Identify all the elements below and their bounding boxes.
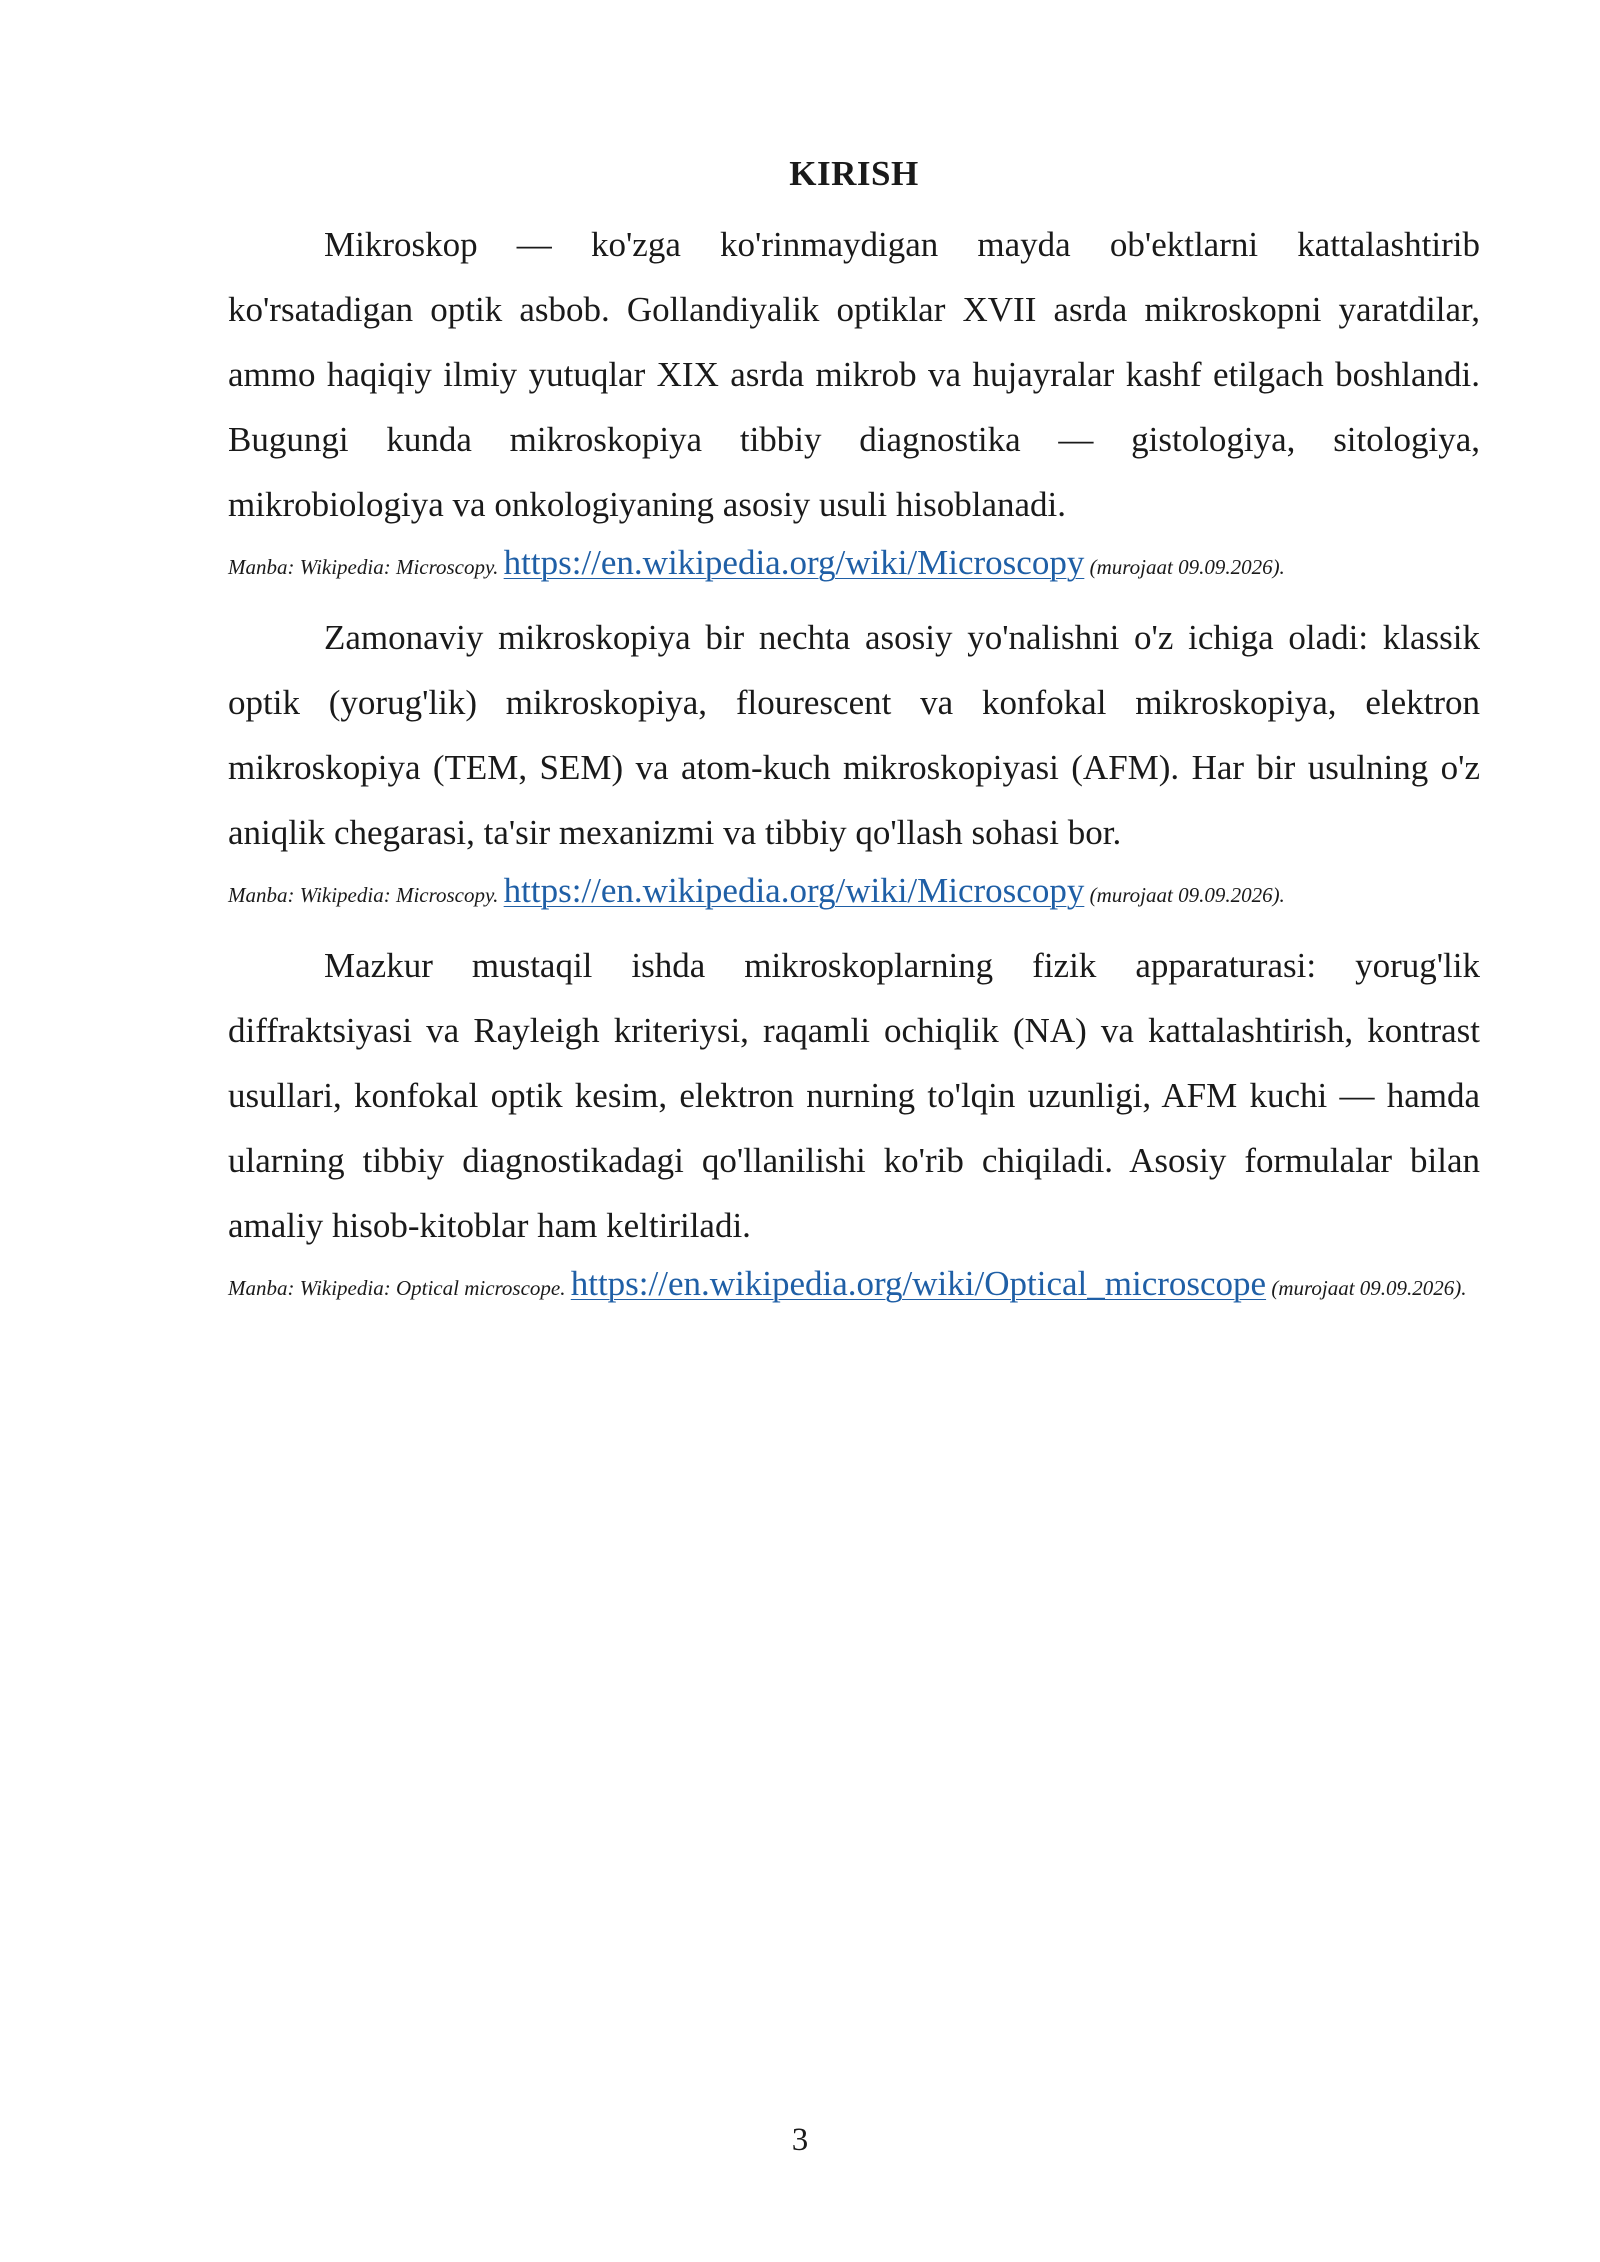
section-heading: KIRISH [789, 154, 919, 193]
source-prefix: Manba: Wikipedia: Optical microscope. [228, 1276, 566, 1300]
source-citation [228, 1264, 1480, 1304]
source-link[interactable]: https://en.wikipedia.org/wiki/Microscopy [503, 871, 1085, 910]
source-suffix: (murojaat 09.09.2026). [1089, 883, 1285, 907]
source-link[interactable]: https://en.wikipedia.org/wiki/Optical_microscope [570, 1264, 1267, 1303]
page-number: 3 [791, 2122, 809, 2158]
paragraph-intro: Mikroskop — ko'zga ko'rinmaydigan mayda ob'ektlarni kattalashtirib ko'rsatadigan optik asbob. Gollandiyalik optiklar XVII asrda mikroskopni yaratdilar, ammo haqiqiy ilmiy yutuqlar XIX asrda mikrob va hujayralar kashf etilgach boshlandi. Bugungi kunda mikroskopiya tibbiy diagnostika — gistologiya, sitologiya, mikrobiologiya va onkologiyaning asosiy usuli hisoblanadi. [228, 225, 1480, 524]
source-citation [228, 543, 1480, 583]
source-suffix: (murojaat 09.09.2026). [1271, 1276, 1467, 1300]
paragraph-directions: Zamonaviy mikroskopiya bir nechta asosiy yo'nalishni o'z ichiga oladi: klassik optik (yorug'lik) mikroskopiya, flourescent va konfokal mikroskopiya, elektron mikroskopiya (TEM, SEM) va atom-kuch mikroskopiyasi (AFM). Har bir usulning o'z aniqlik chegarasi, ta'sir mexanizmi va tibbiy qo'llash sohasi bor. [228, 618, 1480, 852]
document-page [228, 150, 1480, 1326]
source-prefix: Manba: Wikipedia: Microscopy. [228, 555, 499, 579]
paragraph-scope: Mazkur mustaqil ishda mikroskoplarning fizik apparaturasi: yorug'lik diffraktsiyasi va Rayleigh kriteriysi, raqamli ochiqlik (NA) va kattalashtirish, kontrast usullari, konfokal optik kesim, elektron nurning to'lqin uzunligi, AFM kuchi — hamda ularning tibbiy diagnostikadagi qo'llanilishi ko'rib chiqiladi. Asosiy formulalar bilan amaliy hisob-kitoblar ham keltiriladi. [228, 946, 1480, 1245]
source-suffix: (murojaat 09.09.2026). [1089, 555, 1285, 579]
source-link[interactable]: https://en.wikipedia.org/wiki/Microscopy [503, 543, 1085, 582]
source-prefix: Manba: Wikipedia: Microscopy. [228, 883, 499, 907]
source-citation [228, 871, 1480, 911]
